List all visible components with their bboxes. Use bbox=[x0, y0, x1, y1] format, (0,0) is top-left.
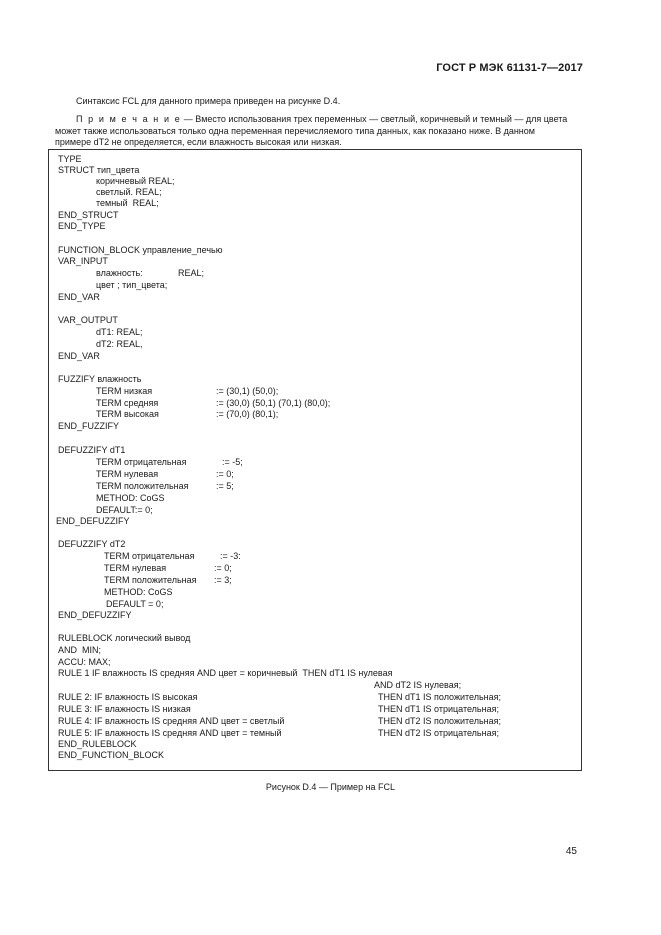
code-line: DEFAULT = 0; bbox=[106, 599, 164, 609]
code-line: TERM положительная bbox=[96, 481, 189, 491]
code-line: STRUCT тип_цвета bbox=[58, 165, 140, 175]
code-line: RULE 5: IF влажность IS средняя AND цвет = темный bbox=[58, 728, 282, 738]
code-line: RULE 4: IF влажность IS средняя AND цвет = светлый bbox=[58, 716, 285, 726]
code-line: RULEBLOCK логический вывод bbox=[58, 633, 191, 643]
code-line: влажность: bbox=[96, 268, 143, 278]
code-line: END_DEFUZZIFY bbox=[58, 610, 132, 620]
note-line-3: примере dT2 не определяется, если влажность высокая или низкая. bbox=[55, 137, 342, 147]
code-line: THEN dT1 IS отрицательная; bbox=[378, 704, 499, 714]
code-line: := 0; bbox=[216, 469, 234, 479]
code-line: TERM средняя bbox=[96, 398, 159, 408]
code-line: END_FUZZIFY bbox=[58, 421, 120, 431]
code-line: REAL; bbox=[178, 268, 205, 278]
code-line: := 3; bbox=[214, 575, 232, 585]
code-line: := -5; bbox=[222, 457, 243, 467]
code-line: TERM отрицательная bbox=[104, 551, 195, 561]
page-number: 45 bbox=[565, 846, 577, 857]
code-line: := (30,0) (50,1) (70,1) (80,0); bbox=[216, 398, 331, 408]
note-text-1: — Вместо использования трех переменных — светлый, коричневый и темный — для цвета bbox=[181, 114, 568, 124]
code-line: TERM низкая bbox=[96, 386, 153, 396]
code-line: END_TYPE bbox=[58, 221, 106, 231]
code-line: светлый. REAL; bbox=[96, 187, 162, 197]
code-line: AND dT2 IS нулевая; bbox=[374, 680, 462, 690]
code-line: TYPE bbox=[58, 154, 82, 164]
code-line: dT2: REAL, bbox=[96, 339, 143, 349]
code-line: := 5; bbox=[216, 481, 234, 491]
code-line: RULE 2: IF влажность IS высокая bbox=[58, 692, 198, 702]
code-line: AND MIN; bbox=[58, 645, 102, 655]
code-line: THEN dT2 IS положительная; bbox=[378, 716, 502, 726]
code-line: END_VAR bbox=[58, 292, 100, 302]
code-line: коричневый REAL; bbox=[96, 176, 175, 186]
code-line: цвет ; тип_цвета; bbox=[96, 280, 168, 290]
code-line: THEN dT2 IS отрицательная; bbox=[378, 728, 499, 738]
code-line: METHOD: CoGS bbox=[96, 493, 165, 503]
note-label: П р и м е ч а н и е bbox=[76, 114, 182, 124]
figure-caption: Рисунок D.4 — Пример на FCL bbox=[265, 782, 396, 792]
code-line: DEFAULT:= 0; bbox=[96, 505, 153, 515]
code-line: ACCU: MAX; bbox=[58, 657, 111, 667]
code-line: TERM нулевая bbox=[96, 469, 159, 479]
code-line: THEN dT1 IS положительная; bbox=[378, 692, 502, 702]
code-line: TERM нулевая bbox=[104, 563, 167, 573]
standard-header: ГОСТ Р МЭК 61131-7—2017 bbox=[436, 62, 583, 74]
code-line: TERM отрицательная bbox=[96, 457, 187, 467]
code-line: VAR_INPUT bbox=[58, 256, 108, 266]
code-line: FUZZIFY влажность bbox=[58, 374, 142, 384]
code-line: := -3: bbox=[220, 551, 241, 561]
code-line: END_DEFUZZIFY bbox=[56, 516, 130, 526]
code-line: DEFUZZIFY dT1 bbox=[58, 445, 126, 455]
code-line: END_STRUCT bbox=[58, 210, 119, 220]
code-line: dT1: REAL; bbox=[96, 327, 143, 337]
code-line: END_VAR bbox=[58, 351, 100, 361]
code-line: RULE 1 IF влажность IS средняя AND цвет = коричневый THEN dT1 IS нулевая bbox=[58, 668, 393, 678]
code-line: темный REAL; bbox=[96, 198, 159, 208]
note-line-2: может также использоваться только одна переменная перечисляемого типа данных, как показано ниже. В данном bbox=[55, 125, 535, 136]
code-line: DEFUZZIFY dT2 bbox=[58, 539, 126, 549]
code-line: VAR_OUTPUT bbox=[58, 315, 118, 325]
code-line: := (70,0) (80,1); bbox=[216, 409, 279, 419]
code-line: TERM высокая bbox=[96, 409, 159, 419]
intro-paragraph: Синтаксис FCL для данного примера приведен на рисунке D.4. bbox=[76, 96, 341, 106]
code-line: END_FUNCTION_BLOCK bbox=[58, 750, 165, 760]
note-line-1 bbox=[76, 113, 567, 125]
code-line: TERM положительная bbox=[104, 575, 197, 585]
code-line: METHOD: CoGS bbox=[104, 587, 173, 597]
code-line: := (30,1) (50,0); bbox=[216, 386, 279, 396]
code-line: := 0; bbox=[214, 563, 232, 573]
code-line: END_RULEBLOCK bbox=[58, 739, 137, 749]
code-line: FUNCTION_BLOCK управление_печью bbox=[58, 245, 223, 255]
code-line: RULE 3: IF влажность IS низкая bbox=[58, 704, 191, 714]
